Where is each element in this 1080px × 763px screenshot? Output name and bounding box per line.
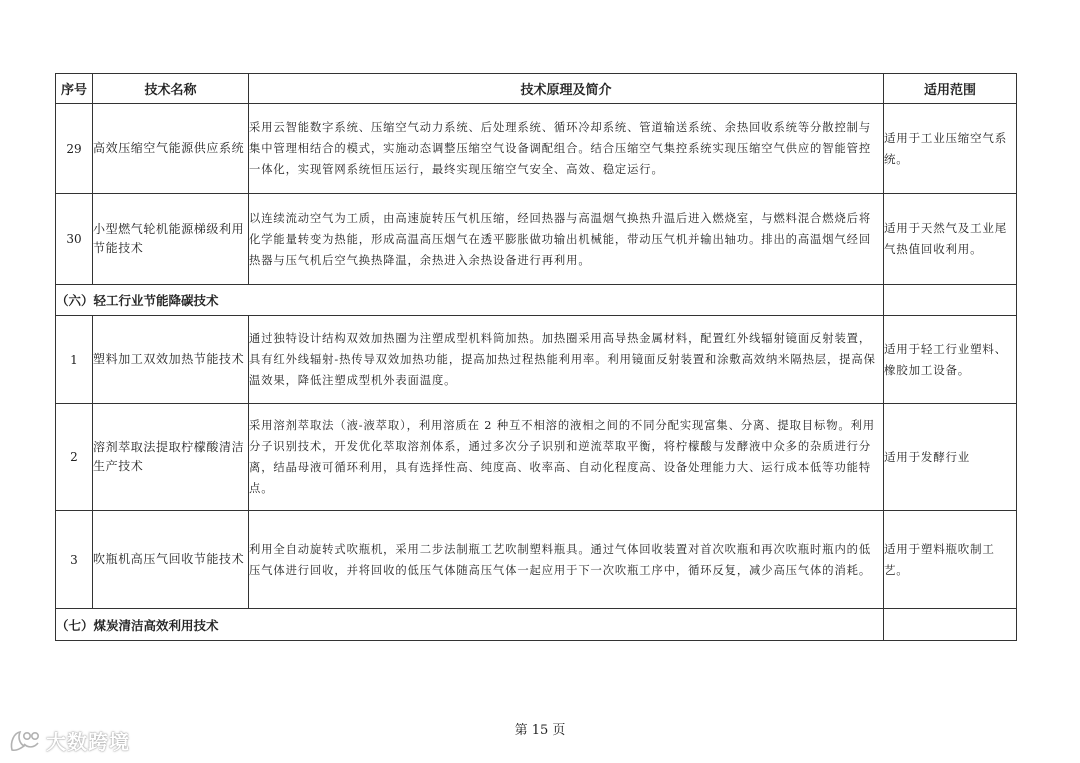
table-row — [56, 511, 1017, 609]
table-row — [56, 316, 1017, 404]
header-desc: 技术原理及简介 — [249, 74, 884, 104]
tech-description: 采用溶剂萃取法（液-液萃取），利用溶质在 2 种互不相溶的液相之间的不同分配实现富集、分离、提取目标物。利用分子识别技术，开发优化萃取溶剂体系，通过多次分子识别和逆流萃取平衡，将柠檬酸与发酵液中众多的杂质进行分离，结晶母液可循环利用，具有选择性高、纯度高、收率高、自动化程度高、设备处理能力大、运行成本低等功能特点。 — [249, 404, 884, 511]
technology-table — [55, 73, 1017, 641]
tech-name: 溶剂萃取法提取柠檬酸清洁生产技术 — [93, 404, 249, 511]
table-row — [56, 404, 1017, 511]
tech-name: 小型燃气轮机能源梯级利用节能技术 — [93, 194, 249, 285]
row-number: 2 — [56, 404, 93, 511]
tech-name: 吹瓶机高压气回收节能技术 — [93, 511, 249, 609]
row-number: 3 — [56, 511, 93, 609]
tech-scope: 适用于轻工行业塑料、橡胶加工设备。 — [884, 316, 1017, 404]
row-number: 1 — [56, 316, 93, 404]
logo-icon — [8, 728, 42, 754]
watermark — [8, 726, 130, 755]
section-empty-cell — [884, 285, 1017, 316]
section-title-light-industry: （六）轻工行业节能降碳技术 — [56, 285, 884, 316]
watermark-text: 大数跨境 — [46, 730, 130, 754]
row-number: 29 — [56, 104, 93, 194]
row-number: 30 — [56, 194, 93, 285]
tech-description: 利用全自动旋转式吹瓶机，采用二步法制瓶工艺吹制塑料瓶具。通过气体回收装置对首次吹瓶和再次吹瓶时瓶内的低压气体进行回收，并将回收的低压气体随高压气体一起应用于下一次吹瓶工序中，循环反复，减少高压气体的消耗。 — [249, 511, 884, 609]
section-row — [56, 285, 1017, 316]
table-row — [56, 104, 1017, 194]
tech-description: 以连续流动空气为工质，由高速旋转压气机压缩，经回热器与高温烟气换热升温后进入燃烧室，与燃料混合燃烧后将化学能量转变为热能，形成高温高压烟气在透平膨胀做功输出机械能，带动压气机并输出轴功。排出的高温烟气经回热器与压气机后空气换热降温，余热进入余热设备进行再利用。 — [249, 194, 884, 285]
tech-description: 采用云智能数字系统、压缩空气动力系统、后处理系统、循环冷却系统、管道输送系统、余热回收系统等分散控制与集中管理相结合的模式，实施动态调整压缩空气设备调配组合。结合压缩空气集控系统实现压缩空气供应的智能管控一体化，实现管网系统恒压运行，最终实现压缩空气安全、高效、稳定运行。 — [249, 104, 884, 194]
table-header-row — [56, 74, 1017, 104]
header-scope: 适用范围 — [884, 74, 1017, 104]
tech-scope: 适用于发酵行业 — [884, 404, 1017, 511]
tech-scope: 适用于工业压缩空气系统。 — [884, 104, 1017, 194]
tech-scope: 适用于天然气及工业尾气热值回收利用。 — [884, 194, 1017, 285]
section-row — [56, 609, 1017, 641]
section-title-coal: （七）煤炭清洁高效利用技术 — [56, 609, 884, 641]
tech-name: 塑料加工双效加热节能技术 — [93, 316, 249, 404]
header-name: 技术名称 — [93, 74, 249, 104]
page-number: 第 15 页 — [514, 723, 566, 738]
tech-name: 高效压缩空气能源供应系统 — [93, 104, 249, 194]
header-no: 序号 — [56, 74, 93, 104]
section-empty-cell — [884, 609, 1017, 641]
tech-description: 通过独特设计结构双效加热圈为注塑成型机料筒加热。加热圈采用高导热金属材料，配置红外线辐射镜面反射装置，具有红外线辐射-热传导双效加热功能，提高加热过程热能利用率。利用镜面反射装置和涂敷高效纳米隔热层，提高保温效果，降低注塑成型机外表面温度。 — [249, 316, 884, 404]
table-row — [56, 194, 1017, 285]
tech-scope: 适用于塑料瓶吹制工艺。 — [884, 511, 1017, 609]
